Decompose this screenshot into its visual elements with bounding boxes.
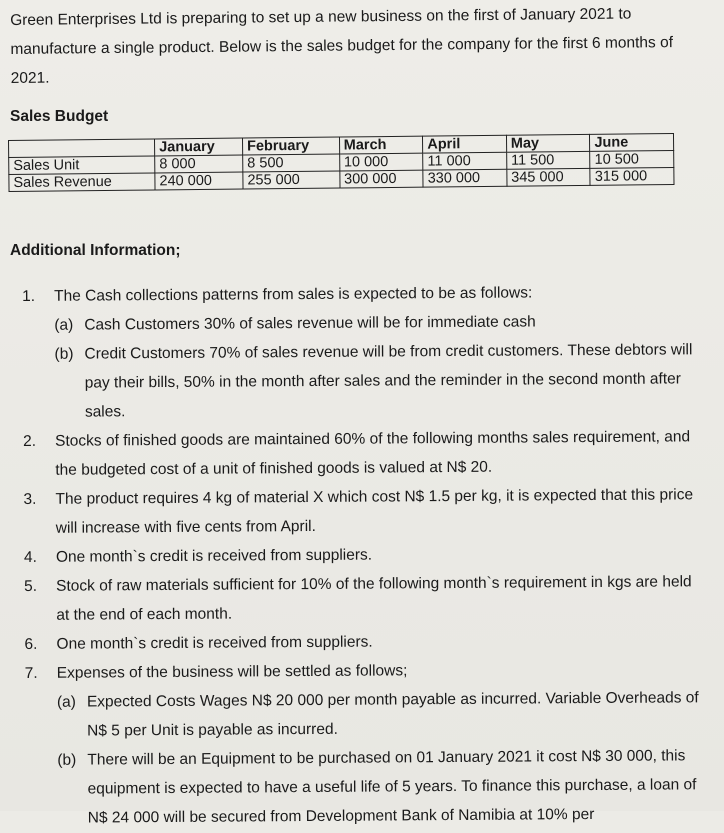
sub-item (54, 306, 702, 340)
sub-item-letter: (b) (54, 345, 74, 363)
sales-budget-heading: Sales Budget (10, 108, 109, 125)
list-item (22, 277, 702, 311)
item-text: Stock of raw materials sufficient for 10% of the following month`s requirement in kgs are held at the end of each month. (56, 573, 692, 624)
list-item (22, 306, 703, 427)
list-item (24, 625, 704, 659)
list-item (23, 422, 703, 485)
list-item (24, 567, 704, 630)
item-text: Expenses of the business will be settled as follows; (56, 662, 408, 682)
item-text: The Cash collections patterns from sales is expected to be as follows: (54, 284, 533, 305)
table-cell: 10 500 (590, 151, 674, 169)
sub-item-letter: (a) (56, 693, 76, 711)
sub-item-letter: (b) (57, 751, 77, 769)
table-cell: 8 500 (243, 154, 340, 172)
table-header-cell: April (423, 135, 507, 153)
list-item (25, 654, 706, 833)
table-cell: 315 000 (590, 168, 674, 186)
table-header-cell (9, 139, 155, 158)
item-number: 1. (22, 287, 36, 305)
item-number: 5. (24, 577, 38, 595)
sub-item (54, 335, 703, 427)
table-header-cell: June (590, 134, 674, 152)
additional-info-heading: Additional Information; (10, 242, 181, 259)
sub-item-text: There will be an Equipment to be purchased on 01 January 2021 it cost N$ 30 000, this equipment is expected to have a useful life of 5 years. To finance this purchase, a loan of N$ 24 000 will be secured from Development Bank of Namibia at 10% per (87, 747, 697, 827)
item-text: One month`s credit is received from suppliers. (55, 546, 373, 566)
item-number: 6. (24, 635, 38, 653)
item-number: 4. (23, 548, 37, 566)
table-cell: 8 000 (155, 155, 243, 173)
table-header-cell: January (155, 138, 243, 156)
table-header-cell: February (242, 137, 339, 155)
sub-item-text: Credit Customers 70% of sales revenue will be from credit customers. These debtors will pay their bills, 50% in the month after sales and the reminder in the second month after sales. (84, 341, 693, 421)
list-item (24, 538, 704, 572)
additional-info-list (22, 277, 706, 833)
table-cell: 11 500 (506, 151, 590, 169)
table-header-cell: May (506, 134, 590, 152)
sub-item (57, 683, 705, 746)
table-cell: 11 000 (423, 152, 507, 170)
item-number: 3. (23, 490, 37, 508)
table-cell: Sales Unit (9, 156, 155, 175)
table-cell: 240 000 (155, 172, 243, 190)
sub-item (57, 741, 706, 833)
list-item (23, 480, 703, 543)
table-header-cell: March (339, 136, 423, 154)
sub-item-letter: (a) (54, 316, 74, 334)
item-number: 7. (24, 664, 38, 682)
table-cell: 300 000 (340, 170, 424, 188)
table-cell: 255 000 (243, 171, 340, 189)
table-cell: 345 000 (507, 168, 591, 186)
sales-budget-table (8, 133, 675, 192)
item-text: The product requires 4 kg of material X which cost N$ 1.5 per kg, it is expected that this price will increase with five cents from April. (55, 486, 694, 537)
table-cell: Sales Revenue (9, 173, 155, 192)
intro-paragraph: Green Enterprises Ltd is preparing to set up a new business on the first of January 2021 to manufacture a single product. Below is the sales budget for the company for the first 6 months of 2021. (10, 5, 674, 87)
sub-item-text: Cash Customers 30% of sales revenue will be for immediate cash (84, 313, 536, 334)
item-text: One month`s credit is received from suppliers. (56, 633, 373, 653)
item-text: Stocks of finished goods are maintained 60% of the following months sales requirement, and the budgeted cost of a unit of finished goods is valued at N$ 20. (55, 428, 691, 479)
table-cell: 330 000 (423, 169, 507, 187)
sub-item-text: Expected Costs Wages N$ 20 000 per month payable as incurred. Variable Overheads of N$ 5 per Unit is payable as incurred. (86, 689, 699, 740)
table-cell: 10 000 (339, 153, 423, 171)
item-number: 2. (23, 432, 37, 450)
